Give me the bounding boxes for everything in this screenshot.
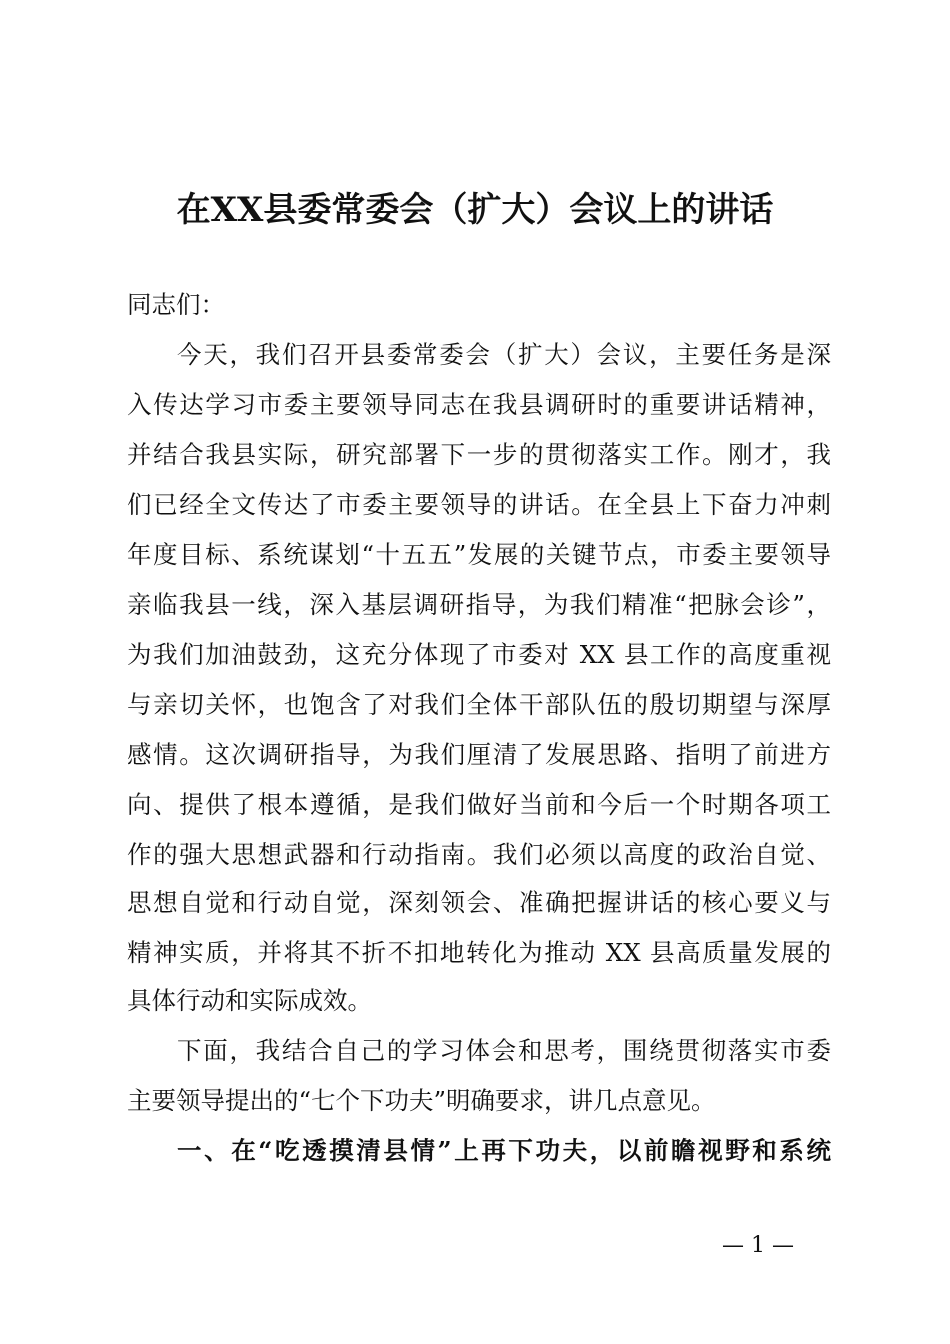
paragraph-line: 主要领导提出的“七个下功夫”明确要求，讲几点意见。 [127,1086,716,1115]
page-number: — 1 — [722,1233,794,1258]
paragraph-line: 作的强大思想武器和行动指南。我们必须以高度的政治自觉、 [127,840,831,869]
document-title: 在XX县委常委会（扩大）会议上的讲话 [176,190,774,230]
section-heading: 一、在“吃透摸清县情”上再下功夫，以前瞻视野和系统 [177,1136,831,1165]
paragraph-line: 年度目标、系统谋划“十五五”发展的关键节点，市委主要领导 [127,540,831,569]
paragraph-line: 向、提供了根本遵循，是我们做好当前和今后一个时期各项工 [127,790,831,819]
paragraph-line: 思想自觉和行动自觉，深刻领会、准确把握讲话的核心要义与 [127,888,831,917]
paragraph-line: 今天，我们召开县委常委会（扩大）会议，主要任务是深 [177,340,831,369]
paragraph-line: 亲临我县一线，深入基层调研指导，为我们精准“把脉会诊”， [127,590,831,619]
paragraph-line: 感情。这次调研指导，为我们厘清了发展思路、指明了前进方 [127,740,831,769]
paragraph-line: 入传达学习市委主要领导同志在我县调研时的重要讲话精神， [127,390,831,419]
paragraph-line: 与亲切关怀，也饱含了对我们全体干部队伍的殷切期望与深厚 [127,690,831,719]
paragraph-line: 精神实质，并将其不折不扣地转化为推动 XX 县高质量发展的 [127,938,831,967]
paragraph-line: 并结合我县实际，研究部署下一步的贯彻落实工作。刚才，我 [127,440,831,469]
paragraph-line: 具体行动和实际成效。 [127,986,372,1015]
salutation: 同志们： [127,290,225,319]
paragraph-line: 为我们加油鼓劲，这充分体现了市委对 XX 县工作的高度重视 [127,640,831,669]
paragraph-line: 下面，我结合自己的学习体会和思考，围绕贯彻落实市委 [177,1036,831,1065]
paragraph-line: 们已经全文传达了市委主要领导的讲话。在全县上下奋力冲刺 [127,490,831,519]
